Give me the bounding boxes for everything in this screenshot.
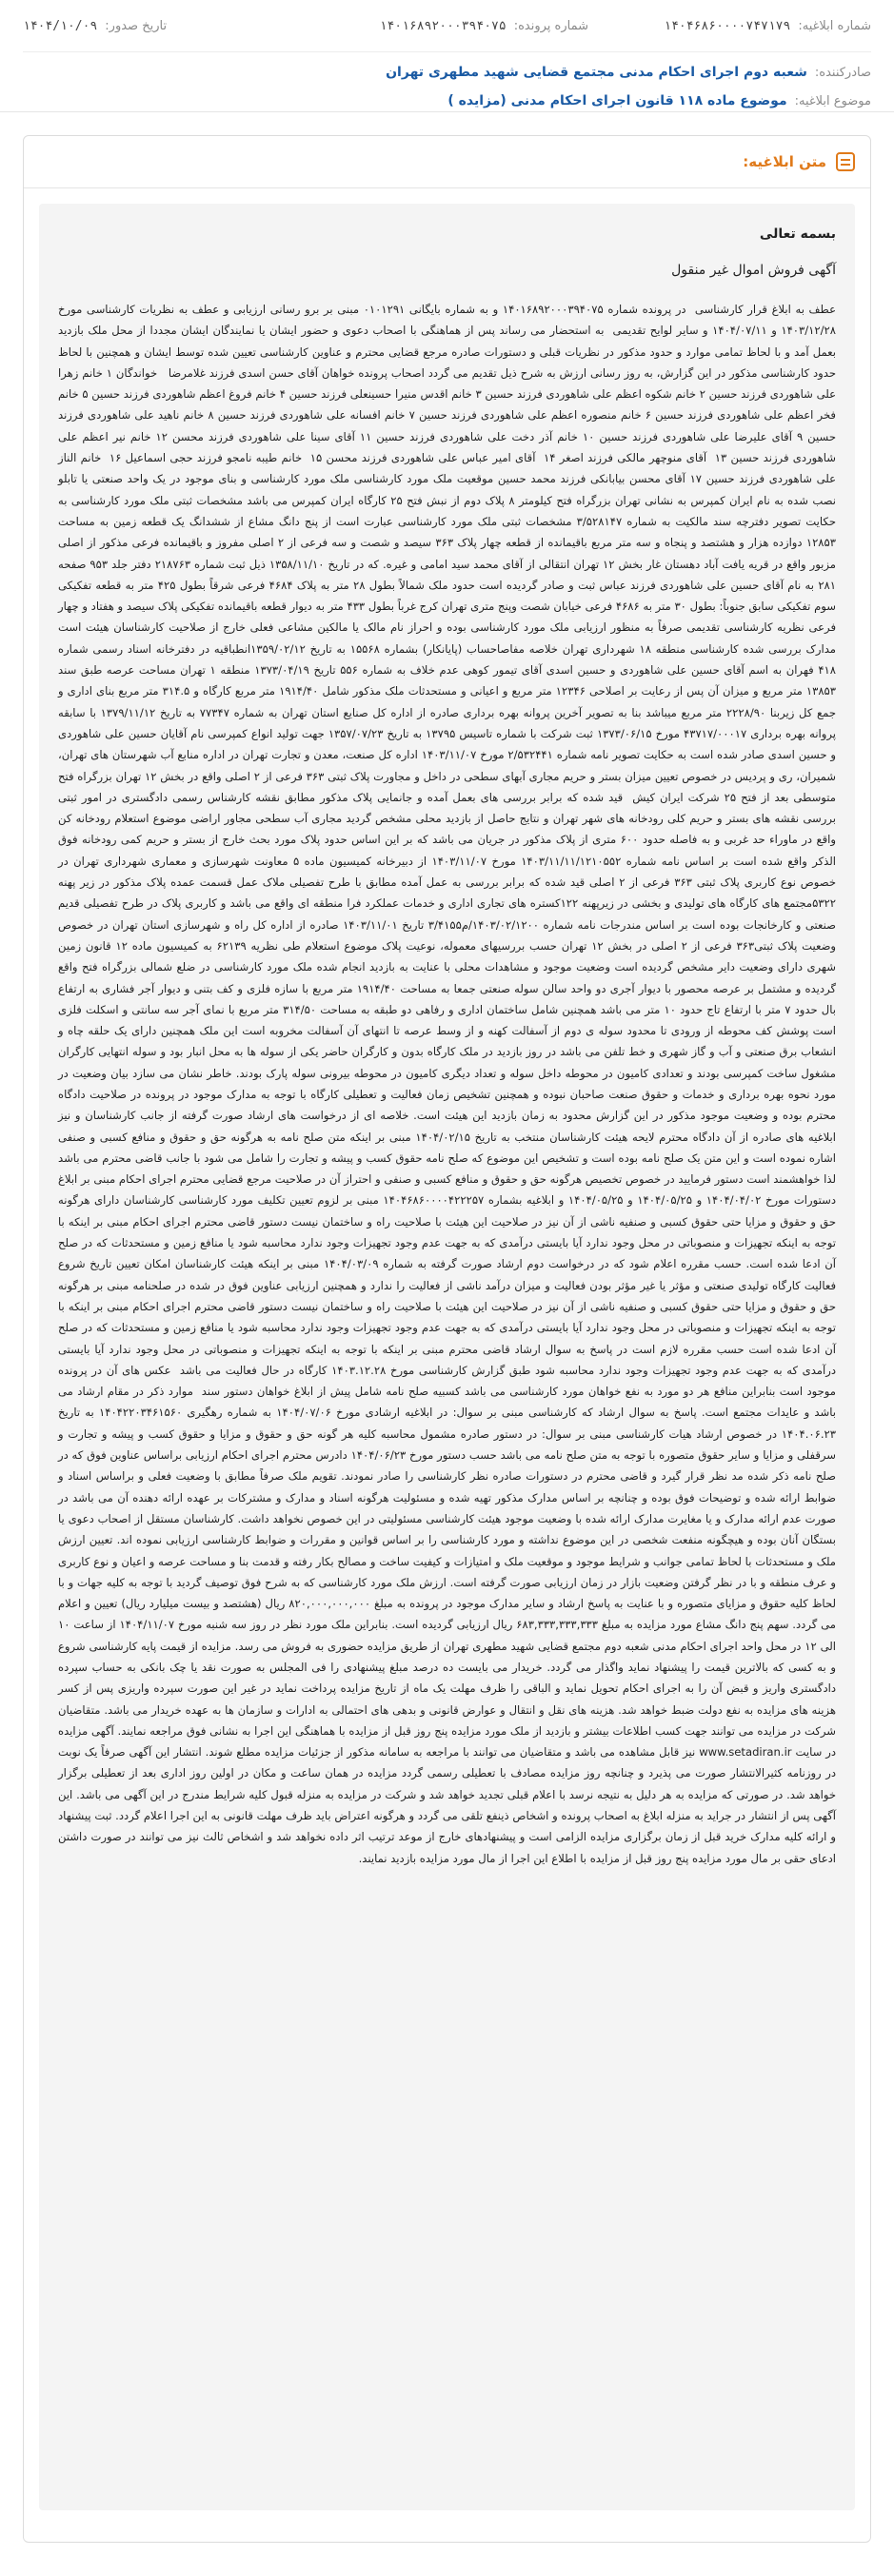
issuer-row (23, 58, 871, 87)
issuer-label: صادرکننده: (814, 65, 871, 80)
case-number (306, 19, 588, 33)
issue-date (23, 19, 306, 33)
notice-text-header (24, 136, 870, 188)
case-number-label: شماره پرونده: (513, 18, 588, 33)
basmala: بسمه تعالی (759, 226, 836, 242)
notice-body (39, 204, 855, 2510)
issuer-value: شعبه دوم اجرای احکام مدنی مجتمع قضایی شهید مطهری تهران (386, 65, 807, 80)
case-number-value: ۱۴۰۱۶۸۹۲۰۰۰۳۹۴۰۷۵ (379, 18, 507, 33)
notice-paragraph: عطف به ابلاغ قرار کارشناسی در پرونده شماره ۱۴۰۱۶۸۹۲۰۰۰۳۹۴۰۷۵ و به شماره بایگانی ۰۱۰۱۲۹۱ مبنی بر برو رسانی ارزیابی و عطف به نظریات کارشناسی مورخ ۱۴۰۳/۱۲/۲۸ و ۱۴۰۴/۰۷/۱۱ و سایر لوایح تقدیمی به استحضار می رساند پس از هماهنگی با اصحاب دعوی و حضور ایشان یا نمایندگان ایشان مجددا از محل ملک بازدید بعمل آمد و با لحاظ تمامی موارد و حدود مذکور در نظریات قبلی و دستورات صادره مرجع قضایی محترم و عناوین کارشناسی تعیین شده توسط ایشان و همچنین با لحاظ حدود کارشناسی مذکور در این گزارش، به روز رسانی ارزش به شرح ذیل تقدیم می گردد اصحاب پرونده خواهان آقای حسن اسدی فرزند غلامرضا خواندگان ۱ خانم زهرا علی شاهوردی فرزند حسین ۲ خانم شکوه اعظم علی شاهوردی فرزند حسین ۳ خانم اقدس منیرا حسینعلی فرزند حسین ۴ خانم فروغ اعظم شاهوردی فرزند حسین ۵ خانم فخر اعظم علی شاهوردی فرزند حسین ۶ خانم منصوره اعظم علی شاهوردی فرزند حسین ۷ خانم افسانه علی شاهوردی فرزند حسین ۸ خانم ناهید علی شاهوردی فرزند حسین ۹ آقای علیرضا علی شاهوردی فرزند حسین ۱۰ خانم آذر دخت علی شاهوردی فرزند حسین ۱۱ آقای سینا علی شاهوردی فرزند محسن ۱۲ خانم نیر اعظم علی شاهوردی فرزند حسین ۱۳ آقای منوچهر مالکی فرزند اصغر ۱۴ آقای امیر عباس علی شاهوردی فرزند محسن ۱۵ خانم طیبه نامجو فرزند حجی اسماعیل ۱۶ خانم الناز علی شاهوردی فرزند حسین ۱۷ آقای محسن بیابانکی فرزند محمد حسین موقعیت ملک مورد کارشناسی ملک مورد کارشناسی و بنای موجود در یک واحد صنعتی یا تابلو نصب شده به نام ایران کمپرس به نشانی تهران بزرگراه فتح کیلومتر ۸ پلاک دوم از نبش فتح ۲۵ کارگاه ایران کمپرس می باشد مشخصات ثبتی ملک مورد کارشناسی به حکایت تصویر دفترچه سند مالکیت به شماره ۳/۵۲۸۱۴۷ مشخصات ثبتی ملک مورد کارشناسی عبارت است از پنج دانگ مشاع از ششدانگ یک قطعه زمین به مساحت ۱۲۸۵۳ دوازده هزار و هشتصد و پنجاه و سه متر مربع باقیمانده از قطعه چهار پلاک ۳۶۳ سیصد و شصت و سه فرعی از ۲ اصلی مفروز و باقیمانده فرعی مذکور از اصلی مزبور واقع در قریه یافت آباد دهستان غار بخش ۱۲ تهران انتقالی از آقای محمد سید امامی و غیره. که در تاریخ ۱۳۵۸/۱۱/۱۰ ذیل ثبت شماره ۲۱۸۷۶۳ دفتر جلد ۹۵۳ صفحه ۲۸۱ به نام آقای حسین علی شاهوردی فرزند عباس ثبت و صادر گردیده است حدود ملک شمالاً بطول ۲۸ متر به پلاک ۴۶۸۴ فرعی شرقاً بطول ۴۲۵ متر به قطعه تفکیکی سوم تفکیکی سابق جنوباً: بطول ۳۰ متر به ۴۶۸۶ فرعی خیابان شصت وپنج متری تهران کرج غرباً بطول ۴۳۳ متر به دیوار قطعه باقیمانده تفکیکی پلاک سیصد و هفتاد و چهار فرعی نظریه کارشناسی تقدیمی صرفاً به منظور ارزیابی ملک مورد کارشناسی بوده و احراز نام مالک یا مالکین مشاعی فعلی خارج از صلاحیت کارشناسان هیئت است مدارک بررسی شده کارشناسی منطقه ۱۸ شهرداری تهران خلاصه مفاصاحساب (پایانکار) بشماره ۱۵۵۶۸ به تاریخ ۱۳۵۹/۰۲/۱۲انطباقیه در دفترخانه اسناد رسمی شماره ۴۱۸ فهران به اسم آقای حسین علی شاهوردی و حسین اسدی آقای تیمور کوهی عدم خلاف به شماره ۵۵۶ تاریخ ۱۳۷۳/۰۴/۱۹ منطقه ۱ تهران مساحت عرصه طبق سند ۱۳۸۵۳ متر مربع و میزان آن پس از رعایت بر اصلاحی ۱۲۳۴۶ متر مربع و اعیانی و مستحدثات ملک مذکور شامل ۱۹۱۴/۴۰ متر مربع کارگاه و ۳۱۴.۵ متر مربع بنای اداری و جمع کل زیربنا ۲۲۲۸/۹۰ متر مربع میباشد بنا به تصویر آخرین پروانه بهره برداری صادره از اداره کل صنایع استان تهران به شماره ۷۷۳۴۷ به تاریخ ۱۳۷۹/۱۱/۱۲ با سابقه پروانه بهره برداری ۴۳۷۱۷/۰۰۰۱۷ مورخ ۱۳۷۳/۰۶/۱۵ ثبت شرکت با شماره تاسیس ۱۳۷۹۵ به تاریخ ۱۳۵۷/۰۷/۲۳ جهت تولید انواع کمپرسی نام آقایان حسین علی شاهوردی و حسین اسدی صادر شده است به حکایت تصویر نامه شماره ۲/۵۳۲۴۴۱ مورخ ۱۴۰۳/۱۱/۰۷ اداره کل صنعت، معدن و تجارت تهران در اداره منابع آب شهرستان های تهران، شمیران، ری و پردیس در خصوص تعیین میزان بستر و حریم مجاری آبهای سطحی در داخل و مجاورت پلاک ثبتی ۳۶۳ فرعی از ۲ اصلی واقع در بخش ۱۲ تهران بزرگراه فتح متوسطی بعد از فتح ۲۵ شرکت ایران کیش قید شده که برابر بررسی های بعمل آمده و جانمایی پلاک مذکور مطابق نقشه کارشناس رسمی دادگستری در امور ثبتی بررسی نقشه های بستر و حریم کلی رودخانه های شهر تهران و نتایج حاصل از بازدید محلی مشخص گردید مجاری آب سطحی مجاور اراضی موضوع استعلام رودخانه کن واقع در ماوراء حد غربی و به فاصله حدود ۶۰۰ متری از پلاک مذکور در جریان می باشد که بر این اساس حدود پلاک مورد بحث خارج از بستر و حریم کمی رودخانه فوق الذکر واقع شده است بر اساس نامه شماره ۱۴۰۳/۱۱/۱۱/۱۲۱۰۵۵۲ مورخ ۱۴۰۳/۱۱/۰۷ از دبیرخانه کمیسیون ماده ۵ معاونت شهرسازی و معماری شهرداری تهران در خصوص نوع کاربری پلاک ثبتی ۳۶۳ فرعی از ۲ اصلی قید شده که برابر بررسی به عمل آمده مطابق با طرح تفصیلی ملاک عمل قسمت عمده پلاک مذکور در زیر پهنه ۵۳۲۲مجتمع های کارگاه های تولیدی و بخشی در زیرپهنه ۱۲۲کستره های تجاری اداری و خدمات عملکرد فرا منطقه ای واقع می باشد و کاربری پلاک در طرح تفصیلی قدیم صنعتی و کارخانجات بوده است بر اساس مندرجات نامه شماره ۱۴۰۳/۰۲/۱۲۰۰/م۳/۴۱۵۵ تاریخ ۱۴۰۳/۱۱/۰۱ صادره از اداره کل راه و شهرسازی استان تهران در خصوص وضعیت پلاک ثبتی۳۶۳ فرعی از ۲ اصلی در بخش ۱۲ تهران حسب بررسیهای معموله، نوعیت پلاک موضوع استعلام طی نظریه ۶۲۱۳۹ به کمیسیون ماده ۱۲ قانون زمین شهری دارای وضعیت دایر مشخص گردیده است وضعیت موجود و مشاهدات محلی با عنایت به بازدید انجام شده ملک مورد کارشناسی در ضلع شمالی بزرگراه فتح واقع گردیده و مشتمل بر عرصه محصور با دیوار آجری دو واحد سالن سوله صنعتی جمعا به مساحت ۱۹۱۴/۴۰ متر مربع با سازه فلزی و کف بتنی و دیوار آجر فشاری به ارتفاع بال حدود ۷ متر با ارتفاع تاج حدود ۱۰ متر می باشد همچنین شامل ساختمان اداری و رفاهی دو طبقه به مساحت ۳۱۴/۵۰ متر مربع با نمای آجر سه سانتی و اسکلت فلزی است پوشش کف محوطه از ورودی تا محدود سوله ی دوم از آسفالت کهنه و از وسط عرصه تا انتهای آن آسفالت مخروبه است این ملک همچنین دارای یک حلقه چاه و انشعاب برق صنعتی و آب و گاز شهری و خط تلفن می باشد در روز بازدید در ملک کارگاه بدون و کارگران حاضر یکی از سوله ها به محل انبار بود و سوله انتهایی کارگران مشغول ساخت کمپرسی بودند و تعدادی کامیون در محوطه داخل سوله و تعداد دیگری کامیون در محوطه بیرونی سوله پارک بودند. خاطر نشان می سازد بیان وضعیت در مورد نحوه بهره برداری و خدمات و حقوق صنعت صاحبان نبوده و همچنین تشخیص زمان فعالیت و تعطیلی کارگاه با توجه به مدارک موجود در پرونده در صلاحیت دادگاه محترم بوده و وضعیت موجود مذکور در این گزارش محدود به زمان بازدید این هیئت است. خلاصه ای از درخواست های ارشاد صورت گرفته از جانب کارشناسان و نیز ابلاغیه های صادره از آن دادگاه محترم لایحه هیئت کارشناسان منتخب به تاریخ ۱۴۰۴/۰۲/۱۵ مبنی بر اینکه متن صلح نامه به هرگونه حق و حقوق و منافع کسبی و صنفی اشاره نموده است و این متن یک صلح نامه بوده است و تشخیص این موضوع که صلح نامه حقوق کسب و پیشه و تجارت را شامل می شود با جانب قاضی محترم می باشد لذا خواهشمند است دستور فرمایید در خصوص تخصیص هرگونه حق و حقوق و منافع کسبی و صنفی و احتراز آن در صلاحیت مرجع قضایی محترم اجرای احکام مبنی بر ابلاغ دستورات مورخ ۱۴۰۴/۰۴/۰۲ و ۱۴۰۴/۰۵/۲۵ و ۱۴۰۴/۰۵/۲۵ و ابلاغیه بشماره ۱۴۰۴۶۸۶۰۰۰۰۴۲۲۲۵۷ مبنی بر لزوم تعیین تکلیف مورد کارشناسی کارشناسان دارای هرگونه حق و حقوق و مزایا حتی حقوق کسبی و صنفیه ناشی از آن نیز در صلاحیت این هیئت با صلاحیت راه و ساختمان نیست دستور قاضی محترم اجرای احکام مبنی بر اینکه با توجه به اینکه تجهیزات و منصوباتی در محل وجود ندارد آیا بایستی درآمدی که به جهت عدم وجود تجهیزات وجود ندارد محاسبه شود یا منافع زمین و مستحدثات که در صلح آن ادعا شده است. حسب مقرره اعلام شود که در درخواست دوم ارشاد صورت گرفته به شماره ۱۴۰۴/۰۳/۰۹ مبنی بر اینکه هیئت کارشناسان امکان تعیین تاریخ شروع فعالیت کارگاه تولیدی صنعتی و مؤثر یا غیر مؤثر بودن فعالیت و میزان درآمد ناشی از فعالیت را ندارد و همچنین ارزیابی عناوین فوق در شده در صلحنامه مبنی بر هرگونه حق و حقوق و مزایا حتی حقوق کسبی و صنفیه ناشی از آن نیز در صلاحیت این هیئت با صلاحیت راه و ساختمان نیست دستور قاضی محترم اجرای احکام مبنی بر اینکه با توجه به اینکه تجهیزات و منصوباتی در محل وجود ندارد آیا بایستی درآمدی که به جهت عدم وجود تجهیزات وجود ندارد محاسبه شود یا منافع زمین و مستحدثات که در صلح آن ادعا شده است حسب مقرره لازم است در پاسخ به سوال ارشاد قاضی محترم مبنی بر اینکه با توجه به اینکه تجهیزات و منصوباتی در محل وجود ندارد آیا بایستی درآمدی که به جهت عدم وجود تجهیزات وجود ندارد محاسبه شود طبق گزارش کارشناسی مورخ ۱۴۰۳.۱۲.۲۸ کارگاه در حال فعالیت می باشد عکس های آن در پرونده موجود است بنابراین منافع هر دو مورد به نفع خواهان مورد کارشناسی می باشد کسبیه صلح نامه شامل پیش از ابلاغ خواهان دستور سند موارد ذکر در مقام ارشاد می باشد و عایدات مجتمع است. پاسخ به سوال ارشاد که کارشناسی مبنی بر سوال: در ابلاغیه ارشادی مورخ ۱۴۰۴/۰۷/۰۶ به شماره رهگیری ۱۴۰۴۲۲۰۳۴۶۱۵۶۰ به تاریخ ۱۴۰۴.۰۶.۲۳ در خصوص ارشاد هیات کارشناسی مبنی بر سوال: در دستور صادره مشمول محاسبه کلیه هر گونه حق و حقوق و مزایا و حقوق کسب و پیشه و تجارت و سرقفلی و مزایا و سایر حقوق متصوره با توجه به متن صلح نامه می باشد حسب دستور مورخ ۱۴۰۴/۰۶/۲۳ دادرس محترم اجرای احکام ارزیابی براساس عناوین فوق که در صلح نامه ذکر شده مد نظر قرار گیرد و قاضی محترم در دستورات صادره نظر کارشناسی را صادر نمودند. تقویم ملک صرفاً مطابق با وضعیت فعلی و براساس اسناد و ضوابط ارائه شده و توضیحات فوق بوده و چنانچه بر اساس مدارک مذکور تهیه شده و مسئولیت هرگونه اسناد و مدارک و مشتركات بر عهده ارائه دهنده آن می باشد در صورت عدم ارائه مدارک و یا مغایرت مدارک ارائه شده با وضعیت موجود هیئت کارشناسی مسئولیتی در این خصوص نخواهد داشت. کارشناسان مستقل از اصحاب دعوی یا بستگان آنان بوده و هیچگونه منفعت شخصی در این موضوع نداشته و مورد کارشناسی را بر اساس قوانین و مقررات و ضوابط کارشناسی ارزیابی نموده اند. تعیین ارزش ملک و مستحدثات با لحاظ تمامی جوانب و شرایط موجود و موقعیت ملک و امتیازات و کیفیت ساخت و مصالح بکار رفته و قدمت بنا و مساحت عرصه و اعیان و نوع کاربری و عرف منطقه و با در نظر گرفتن وضعیت بازار در زمان ارزیابی صورت گرفته است. ارزش ملک مورد کارشناسی که به شرح فوق توصیف گردید با توجه به کلیه جهات و با لحاظ کلیه حقوق و مزایای متصوره و با عنایت به پاسخ ارشاد و سایر مدارک موجود در پرونده به مبلغ ۸۲۰,۰۰۰,۰۰۰,۰۰۰ ریال (هشتصد و بیست میلیارد ریال) تعیین و اعلام می گردد. سهم پنج دانگ مشاع مورد مزایده به مبلغ ۶۸۳,۳۳۳,۳۳۳,۳۳۳ ریال ارزیابی گردیده است. بنابراین ملک مورد نظر در روز سه شنبه مورخ ۱۴۰۴/۱۱/۰۷ از ساعت ۱۰ الی ۱۲ در محل واحد اجرای احکام مدنی شعبه دوم مجتمع قضایی شهید مطهری تهران از طریق مزایده حضوری به فروش می رسد. مزایده از قیمت پایه کارشناسی شروع و به کسی که بالاترین قیمت را پیشنهاد نماید واگذار می گردد. خریدار می بایست ده درصد مبلغ پیشنهادی را فی المجلس به صورت نقد یا چک بانکی به حساب سپرده دادگستری واریز و قبض آن را به اجرای احکام تحویل نماید و الباقی را ظرف مهلت یک ماه از تاریخ مزایده پرداخت نماید در غیر این صورت سپرده واریزی پس از کسر هزینه های مزایده به نفع دولت ضبط خواهد شد. هزینه های نقل و انتقال و عوارض قانونی و بدهی های احتمالی به ادارات و سازمان ها به عهده خریدار می باشد. متقاضیان شرکت در مزایده می توانند جهت کسب اطلاعات بیشتر و بازدید از ملک مورد مزایده پنج روز قبل از مزایده با هماهنگی این اجرا به نشانی فوق مراجعه نمایند. آگهی مزایده در سایت www.setadiran.ir نیز قابل مشاهده می باشد و متقاضیان می توانند با مراجعه به سامانه مذکور از جزئیات مزایده مطلع شوند. انتشار این آگهی صرفاً یک نوبت در روزنامه کثیرالانتشار صورت می پذیرد و چنانچه روز مزایده مصادف با تعطیلی رسمی گردد مزایده در همان ساعت و مکان در اولین روز اداری بعد از تعطیلی برگزار خواهد شد. در صورتی که مزایده به هر دلیل به نتیجه نرسد با اعلام قبلی تجدید خواهد شد و شرکت در مزایده به منزله قبول کلیه شرایط مندرج در این آگهی می باشد. این آگهی پس از انتشار در جراید به منزله ابلاغ به اصحاب پرونده و اشخاص ذینفع تلقی می گردد و هرگونه اعتراض باید ظرف مهلت قانونی به این اجرا اعلام گردد. ثبت پیشنهاد و ارائه کلیه مدارک خرید قبل از زمان برگزاری مزایده الزامی است و پیشنهادهای خارج از موعد ترتیب اثر داده نخواهد شد و اشخاص ثالث نیز می توانند در صورت داشتن ادعای حقی بر مال مورد مزایده پنج روز قبل از مزایده با اطلاع این اجرا از مال مورد مزایده بازدید نمایند. (54, 303, 837, 1865)
notice-meta-row (23, 0, 871, 52)
notice-header (0, 0, 894, 112)
issue-date-value: ۱۴۰۴/۱۰/۰۹ (23, 18, 98, 33)
notice-text-title: متن ابلاغیه: (743, 153, 826, 170)
notice-text-section (23, 135, 871, 2543)
note-icon (836, 152, 855, 171)
letter-number-label: شماره ابلاغیه: (798, 18, 871, 33)
subject-row (23, 87, 871, 115)
subject-value: موضوع ماده ۱۱۸ قانون اجرای احکام مدنی (مزایده ) (447, 93, 787, 108)
notice-heading: آگهی فروش اموال غیر منقول (671, 263, 836, 278)
letter-number-value: ۱۴۰۴۶۸۶۰۰۰۰۷۴۷۱۷۹ (664, 18, 791, 33)
subject-label: موضوع ابلاغیه: (794, 93, 871, 108)
issue-date-label: تاریخ صدور: (105, 18, 168, 33)
letter-number (588, 19, 871, 33)
